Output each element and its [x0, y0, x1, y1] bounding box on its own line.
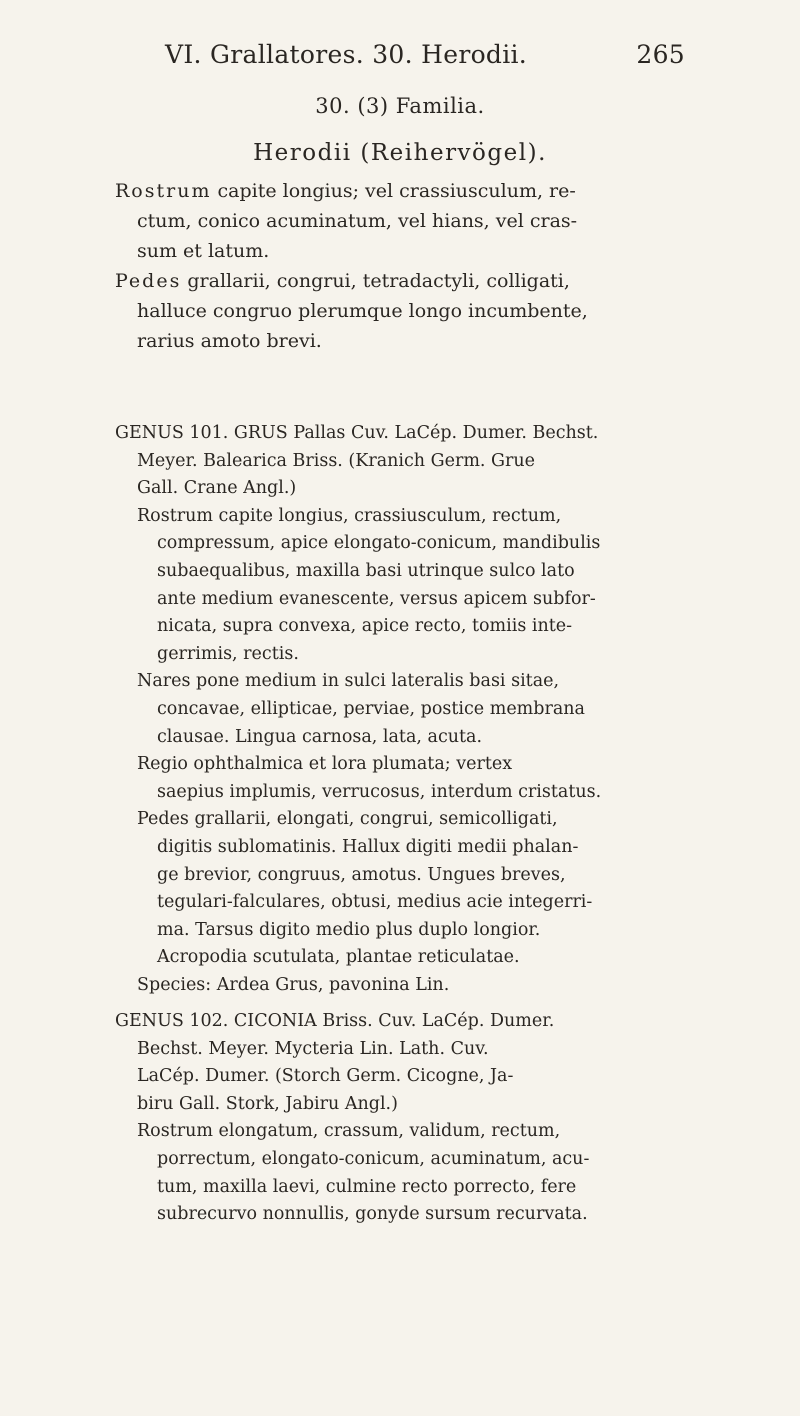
genus-101-line: subaequalibus, maxilla basi utrinque sulco lato: [157, 560, 575, 581]
genus-101-line: saepius implumis, verrucosus, interdum cristatus.: [157, 781, 602, 802]
rostrum-line-3: sum et latum.: [137, 240, 270, 262]
genus-101-line: Nares pone medium in sulci lateralis basi sitae,: [137, 671, 560, 692]
genus-102-heading: GENUS 102. CICONIA Briss. Cuv. LaCép. Dumer.: [115, 1011, 555, 1031]
family-name: Herodii (Reihervögel).: [253, 140, 547, 166]
genus-101-line: nicata, supra convexa, apice recto, tomiis inte-: [157, 616, 573, 637]
genus-101-line: Acropodia scutulata, plantae reticulatae.: [157, 947, 520, 968]
genus-101-line: Regio ophthalmica et lora plumata; vertex: [137, 754, 513, 775]
pedes-term: Pedes: [115, 270, 182, 292]
genus-101-line: Rostrum capite longius, crassiusculum, rectum,: [137, 505, 562, 526]
genus-102-line: tum, maxilla laevi, culmine recto porrecto, fere: [157, 1176, 577, 1197]
genus-101-line: ante medium evanescente, versus apicem subfor-: [157, 588, 596, 609]
page-number: 265: [636, 40, 685, 69]
pedes-text-1: grallarii, congrui, tetradactyli, colligati,: [181, 270, 570, 292]
genus-102-line: LaCép. Dumer. (Storch Germ. Cicogne, Ja-: [137, 1066, 514, 1087]
genus-102-section: [115, 1008, 715, 1229]
pedes-line-3: rarius amoto brevi.: [137, 330, 322, 352]
genus-101-line: compressum, apice elongato-conicum, mandibulis: [157, 533, 601, 554]
genus-102-line: porrectum, elongato-conicum, acuminatum, acu-: [157, 1148, 590, 1169]
pedes-line-2: halluce congruo plerumque longo incumbente,: [137, 300, 588, 322]
genus-101-heading: GENUS 101. GRUS Pallas Cuv. LaCép. Dumer. Bechst.: [115, 423, 599, 443]
genus-101-line: tegulari-falculares, obtusi, medius acie integerri-: [157, 892, 593, 913]
rostrum-text-1: capite longius; vel crassiusculum, re-: [211, 180, 576, 202]
pedes-line-1: [115, 266, 715, 296]
genus-102-line: Bechst. Meyer. Mycteria Lin. Lath. Cuv.: [137, 1038, 489, 1059]
genus-101-line: ge brevior, congruus, amotus. Ungues breves,: [157, 864, 566, 885]
genus-101-line: gerrimis, rectis.: [157, 643, 299, 664]
genus-101-line: Pedes grallarii, elongati, congrui, semicolligati,: [137, 809, 558, 830]
genus-101-section: [115, 420, 715, 999]
genus-101-line: concavae, ellipticae, perviae, postice membrana: [157, 698, 585, 719]
rostrum-term: Rostrum: [115, 180, 212, 202]
rostrum-line-1: [115, 176, 715, 206]
genus-102-line: subrecurvo nonnullis, gonyde sursum recurvata.: [157, 1204, 588, 1225]
genus-102-line: Rostrum elongatum, crassum, validum, rectum,: [137, 1121, 561, 1142]
genus-101-line: Gall. Crane Angl.): [137, 478, 297, 499]
genus-102-line: biru Gall. Stork, Jabiru Angl.): [137, 1093, 398, 1114]
rostrum-line-2: ctum, conico acuminatum, vel hians, vel cras-: [137, 210, 578, 232]
genus-101-line: ma. Tarsus digito medio plus duplo longior.: [157, 919, 541, 940]
genus-101-line: digitis sublomatinis. Hallux digiti medii phalan-: [157, 836, 579, 857]
family-description: [115, 176, 715, 356]
genus-101-line: clausae. Lingua carnosa, lata, acuta.: [157, 726, 483, 747]
genus-101-line: Meyer. Balearica Briss. (Kranich Germ. Grue: [137, 450, 536, 471]
family-number: 30. (3) Familia.: [315, 94, 485, 118]
genus-101-species: Species: Ardea Grus, pavonina Lin.: [137, 974, 450, 995]
running-head-title: VI. Grallatores. 30. Herodii.: [165, 40, 528, 69]
